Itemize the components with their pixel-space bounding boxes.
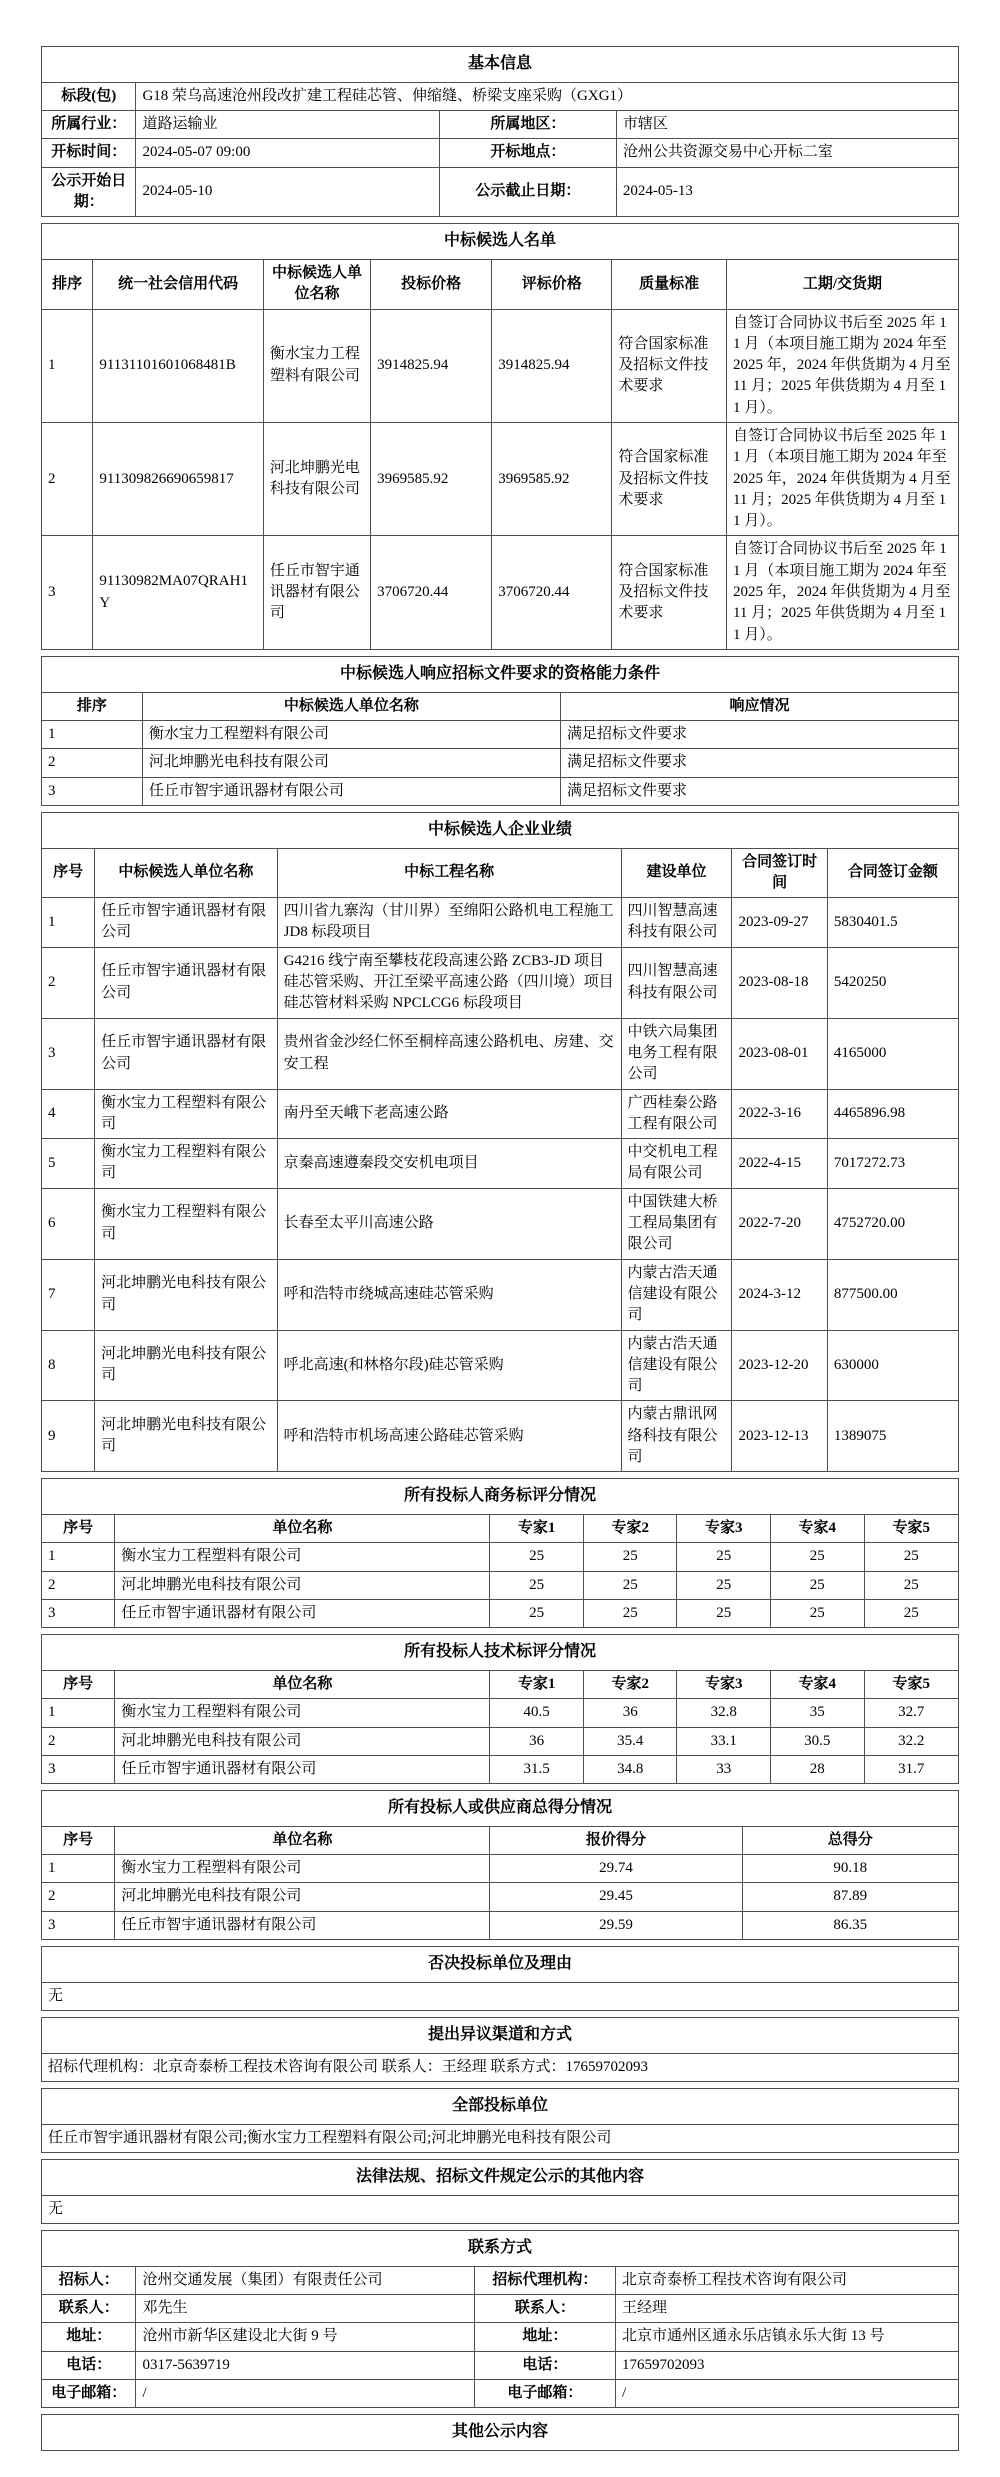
table-cell: G4216 线宁南至攀枝花段高速公路 ZCB3-JD 项目硅芯管采购、开江至梁平高速公路（四川境）项目硅芯管材料采购 NPCLCG6 标段项目 [277, 947, 621, 1018]
all-bidders-table [41, 2088, 959, 2153]
table-cell: 25 [771, 1571, 865, 1599]
table-cell: 630000 [827, 1330, 958, 1401]
column-header: 排序 [42, 692, 143, 720]
table-cell: 2 [42, 1883, 115, 1911]
table-cell: 北京市通州区通永乐店镇永乐大街 13 号 [616, 2323, 959, 2351]
column-header: 合同签订时间 [732, 848, 827, 898]
table-cell: 满足招标文件要求 [561, 749, 959, 777]
table-cell: 3 [42, 1911, 115, 1939]
table-cell: 25 [583, 1599, 677, 1627]
table-cell: 河北坤鹏光电科技有限公司 [115, 1571, 490, 1599]
table-cell: 自签订合同协议书后至 2025 年 11 月（本项目施工期为 2024 年至 2025 年，2024 年供货期为 4 月至 11 月；2025 年供货期为 4 月至 11 月）。 [726, 309, 958, 422]
table-cell: 2023-12-13 [732, 1401, 827, 1472]
column-header: 单位名称 [115, 1826, 490, 1854]
table-cell: 3 [42, 536, 93, 649]
performance-table [41, 812, 959, 1472]
section-title: 联系方式 [42, 2231, 959, 2267]
table-cell: 8 [42, 1330, 95, 1401]
table-cell: 呼北高速(和林格尔段)硅芯管采购 [277, 1330, 621, 1401]
table-row [42, 1401, 959, 1472]
table-cell: 36 [490, 1727, 584, 1755]
column-header: 序号 [42, 1670, 115, 1698]
table-cell: 3969585.92 [371, 423, 492, 536]
column-header: 专家2 [583, 1515, 677, 1543]
table-row [42, 1947, 959, 1983]
objection-content: 招标代理机构：北京奇泰桥工程技术咨询有限公司 联系人：王经理 联系方式：17659702093 [42, 2053, 959, 2081]
table-cell: 广西桂秦公路工程有限公司 [621, 1089, 732, 1139]
section-title: 全部投标单位 [42, 2089, 959, 2125]
table-cell: 任丘市智宇通讯器材有限公司 [115, 1911, 490, 1939]
table-cell: 4165000 [827, 1018, 958, 1089]
table-cell: 25 [864, 1571, 958, 1599]
table-row [42, 1330, 959, 1401]
section-title: 法律法规、招标文件规定公示的其他内容 [42, 2160, 959, 2196]
table-cell: 符合国家标准及招标文件技术要求 [612, 536, 727, 649]
table-cell: 衡水宝力工程塑料有限公司 [95, 1139, 277, 1189]
table-row [42, 111, 959, 139]
table-cell: 29.74 [490, 1855, 742, 1883]
table-row [42, 1571, 959, 1599]
contact-table [41, 2230, 959, 2408]
section-title: 基本信息 [42, 47, 959, 83]
table-cell: 35.4 [583, 1727, 677, 1755]
table-cell: 电话： [474, 2351, 615, 2379]
table-cell: 3 [42, 777, 143, 805]
column-header: 序号 [42, 848, 95, 898]
table-cell: 34.8 [583, 1755, 677, 1783]
table-cell: 2023-08-01 [732, 1018, 827, 1089]
table-cell: 2 [42, 947, 95, 1018]
table-cell: 自签订合同协议书后至 2025 年 11 月（本项目施工期为 2024 年至 2025 年，2024 年供货期为 4 月至 11 月；2025 年供货期为 4 月至 11 月）。 [726, 423, 958, 536]
table-cell: 河北坤鹏光电科技有限公司 [115, 1883, 490, 1911]
table-cell: 91130982MA07QRAH1Y [93, 536, 264, 649]
table-cell: 5420250 [827, 947, 958, 1018]
column-header: 序号 [42, 1826, 115, 1854]
table-row [42, 1670, 959, 1698]
section-title: 其他公示内容 [42, 2415, 959, 2451]
table-cell: 33.1 [677, 1727, 771, 1755]
table-cell: 任丘市智宇通讯器材有限公司 [142, 777, 560, 805]
table-cell: 呼和浩特市机场高速公路硅芯管采购 [277, 1401, 621, 1472]
table-cell: 17659702093 [616, 2351, 959, 2379]
table-cell: 2023-12-20 [732, 1330, 827, 1401]
table-cell: 91131101601068481B [93, 309, 264, 422]
table-row [42, 259, 959, 309]
table-cell: 联系人： [42, 2295, 136, 2323]
section-title: 所有投标人技术标评分情况 [42, 1635, 959, 1671]
rejection-content: 无 [42, 1982, 959, 2010]
table-row [42, 2266, 959, 2294]
table-cell: 河北坤鹏光电科技有限公司 [95, 1401, 277, 1472]
table-cell: 南丹至天峨下老高速公路 [277, 1089, 621, 1139]
column-header: 专家4 [771, 1670, 865, 1698]
table-row [42, 1791, 959, 1827]
table-cell: 1 [42, 720, 143, 748]
table-cell: / [616, 2380, 959, 2408]
publish-start-value: 2024-05-10 [136, 167, 440, 217]
table-cell: 任丘市智宇通讯器材有限公司 [115, 1755, 490, 1783]
table-cell: 3914825.94 [492, 309, 612, 422]
section-title: 中标候选人响应招标文件要求的资格能力条件 [42, 656, 959, 692]
table-row [42, 1479, 959, 1515]
table-cell: 任丘市智宇通讯器材有限公司 [115, 1599, 490, 1627]
table-row [42, 656, 959, 692]
table-cell: 3 [42, 1018, 95, 1089]
column-header: 评标价格 [492, 259, 612, 309]
table-cell: 911309826690659817 [93, 423, 264, 536]
table-cell: 25 [771, 1543, 865, 1571]
table-row [42, 1826, 959, 1854]
table-cell: 任丘市智宇通讯器材有限公司 [95, 947, 277, 1018]
table-cell: 32.2 [864, 1727, 958, 1755]
table-row [42, 309, 959, 422]
table-cell: 32.7 [864, 1699, 958, 1727]
table-row [42, 2323, 959, 2351]
bid-section-value: G18 荣乌高速沧州段改扩建工程硅芯管、伸缩缝、桥梁支座采购（GXG1） [136, 82, 959, 110]
table-cell: 2023-08-18 [732, 947, 827, 1018]
column-header: 投标价格 [371, 259, 492, 309]
table-cell: 36 [583, 1699, 677, 1727]
section-title: 中标候选人企业业绩 [42, 812, 959, 848]
table-cell: 1 [42, 1543, 115, 1571]
table-cell: 中铁六局集团电务工程有限公司 [621, 1018, 732, 1089]
column-header: 中标候选人单位名称 [142, 692, 560, 720]
table-row [42, 2160, 959, 2196]
table-row [42, 898, 959, 948]
table-row [42, 82, 959, 110]
column-header: 报价得分 [490, 1826, 742, 1854]
table-row [42, 777, 959, 805]
table-row [42, 1699, 959, 1727]
table-row [42, 47, 959, 83]
table-row [42, 1515, 959, 1543]
table-row [42, 692, 959, 720]
column-header: 序号 [42, 1515, 115, 1543]
table-cell: 衡水宝力工程塑料有限公司 [95, 1188, 277, 1259]
table-row [42, 1855, 959, 1883]
table-row [42, 1188, 959, 1259]
column-header: 中标候选人单位名称 [263, 259, 370, 309]
table-cell: 3706720.44 [371, 536, 492, 649]
section-title: 所有投标人或供应商总得分情况 [42, 1791, 959, 1827]
table-cell: 地址： [474, 2323, 615, 2351]
bid-section-label: 标段(包) [42, 82, 136, 110]
table-cell: 内蒙古浩天通信建设有限公司 [621, 1330, 732, 1401]
legal-other-table [41, 2159, 959, 2224]
table-cell: 贵州省金沙经仁怀至桐梓高速公路机电、房建、交安工程 [277, 1018, 621, 1089]
section-title: 所有投标人商务标评分情况 [42, 1479, 959, 1515]
table-cell: 王经理 [616, 2295, 959, 2323]
column-header: 专家2 [583, 1670, 677, 1698]
publish-end-label: 公示截止日期： [439, 167, 616, 217]
column-header: 建设单位 [621, 848, 732, 898]
table-row [42, 2231, 959, 2267]
table-cell: 90.18 [742, 1855, 958, 1883]
table-row [42, 224, 959, 260]
table-cell: 中国铁建大桥工程局集团有限公司 [621, 1188, 732, 1259]
table-cell: 2 [42, 749, 143, 777]
publish-start-label: 公示开始日期： [42, 167, 136, 217]
table-row [42, 2124, 959, 2152]
table-cell: 5 [42, 1139, 95, 1189]
column-header: 专家1 [490, 1670, 584, 1698]
table-cell: 沧州交通发展（集团）有限责任公司 [136, 2266, 474, 2294]
table-cell: 2024-3-12 [732, 1259, 827, 1330]
table-cell: 1 [42, 898, 95, 948]
table-cell: 31.7 [864, 1755, 958, 1783]
table-row [42, 2380, 959, 2408]
table-row [42, 1089, 959, 1139]
table-cell: 877500.00 [827, 1259, 958, 1330]
table-cell: 邓先生 [136, 2295, 474, 2323]
table-row [42, 947, 959, 1018]
table-row [42, 1883, 959, 1911]
table-cell: 30.5 [771, 1727, 865, 1755]
column-header: 专家4 [771, 1515, 865, 1543]
table-cell: 任丘市智宇通讯器材有限公司 [95, 1018, 277, 1089]
table-cell: 29.45 [490, 1883, 742, 1911]
table-cell: 联系人： [474, 2295, 615, 2323]
table-cell: 内蒙古浩天通信建设有限公司 [621, 1259, 732, 1330]
table-cell: 87.89 [742, 1883, 958, 1911]
table-row [42, 139, 959, 167]
table-cell: 25 [771, 1599, 865, 1627]
table-row [42, 2089, 959, 2125]
open-place-label: 开标地点： [439, 139, 616, 167]
table-cell: 满足招标文件要求 [561, 777, 959, 805]
column-header: 专家5 [864, 1515, 958, 1543]
table-cell: 河北坤鹏光电科技有限公司 [263, 423, 370, 536]
table-cell: 2023-09-27 [732, 898, 827, 948]
table-row [42, 720, 959, 748]
all-bidders-content: 任丘市智宇通讯器材有限公司;衡水宝力工程塑料有限公司;河北坤鹏光电科技有限公司 [42, 2124, 959, 2152]
table-cell: 衡水宝力工程塑料有限公司 [263, 309, 370, 422]
table-row [42, 2415, 959, 2451]
table-cell: 33 [677, 1755, 771, 1783]
column-header: 专家5 [864, 1670, 958, 1698]
table-cell: 河北坤鹏光电科技有限公司 [95, 1259, 277, 1330]
table-cell: 35 [771, 1699, 865, 1727]
table-row [42, 848, 959, 898]
region-label: 所属地区： [439, 111, 616, 139]
table-cell: 1 [42, 1855, 115, 1883]
table-cell: 符合国家标准及招标文件技术要求 [612, 309, 727, 422]
table-cell: 25 [677, 1543, 771, 1571]
table-cell: 衡水宝力工程塑料有限公司 [115, 1855, 490, 1883]
table-cell: 满足招标文件要求 [561, 720, 959, 748]
table-cell: 25 [490, 1543, 584, 1571]
table-cell: 任丘市智宇通讯器材有限公司 [95, 898, 277, 948]
bid-announcement-page [41, 0, 959, 2477]
open-time-value: 2024-05-07 09:00 [136, 139, 440, 167]
table-row [42, 749, 959, 777]
table-cell: 四川省九寨沟（甘川界）至绵阳公路机电工程施工 JD8 标段项目 [277, 898, 621, 948]
table-cell: 京秦高速遵秦段交安机电项目 [277, 1139, 621, 1189]
column-header: 质量标准 [612, 259, 727, 309]
tech-scores-table [41, 1634, 959, 1784]
basic-info-table [41, 46, 959, 217]
table-cell: 内蒙古鼎讯网络科技有限公司 [621, 1401, 732, 1472]
region-value: 市辖区 [616, 111, 958, 139]
table-cell: 招标人： [42, 2266, 136, 2294]
table-row [42, 1259, 959, 1330]
table-row [42, 1911, 959, 1939]
column-header: 中标工程名称 [277, 848, 621, 898]
table-row [42, 2053, 959, 2081]
table-cell: 25 [864, 1599, 958, 1627]
publish-end-value: 2024-05-13 [616, 167, 958, 217]
table-cell: 2 [42, 1727, 115, 1755]
table-cell: 3969585.92 [492, 423, 612, 536]
table-cell: 1389075 [827, 1401, 958, 1472]
table-cell: 25 [490, 1571, 584, 1599]
table-cell: 25 [583, 1543, 677, 1571]
table-cell: 4465896.98 [827, 1089, 958, 1139]
rejection-table [41, 1946, 959, 2011]
table-cell: 25 [583, 1571, 677, 1599]
table-cell: 0317-5639719 [136, 2351, 474, 2379]
table-row [42, 1982, 959, 2010]
table-cell: 河北坤鹏光电科技有限公司 [115, 1727, 490, 1755]
table-cell: 86.35 [742, 1911, 958, 1939]
table-row [42, 1755, 959, 1783]
candidates-table [41, 223, 959, 650]
table-cell: 衡水宝力工程塑料有限公司 [142, 720, 560, 748]
column-header: 中标候选人单位名称 [95, 848, 277, 898]
table-row [42, 2195, 959, 2223]
table-row [42, 2295, 959, 2323]
table-cell: 9 [42, 1401, 95, 1472]
table-cell: 3914825.94 [371, 309, 492, 422]
table-cell: 河北坤鹏光电科技有限公司 [95, 1330, 277, 1401]
table-cell: 32.8 [677, 1699, 771, 1727]
table-cell: 6 [42, 1188, 95, 1259]
table-cell: 2022-3-16 [732, 1089, 827, 1139]
section-title: 中标候选人名单 [42, 224, 959, 260]
column-header: 合同签订金额 [827, 848, 958, 898]
column-header: 专家3 [677, 1515, 771, 1543]
table-cell: 31.5 [490, 1755, 584, 1783]
other-content-table [41, 2414, 959, 2451]
table-cell: 28 [771, 1755, 865, 1783]
table-cell: 2022-7-20 [732, 1188, 827, 1259]
table-cell: 长春至太平川高速公路 [277, 1188, 621, 1259]
table-cell: 四川智慧高速科技有限公司 [621, 947, 732, 1018]
table-cell: 地址： [42, 2323, 136, 2351]
table-cell: 1 [42, 309, 93, 422]
table-row [42, 1599, 959, 1627]
column-header: 工期/交货期 [726, 259, 958, 309]
table-cell: 自签订合同协议书后至 2025 年 11 月（本项目施工期为 2024 年至 2025 年，2024 年供货期为 4 月至 11 月；2025 年供货期为 4 月至 11 月）。 [726, 536, 958, 649]
table-cell: 招标代理机构： [474, 2266, 615, 2294]
open-time-label: 开标时间： [42, 139, 136, 167]
table-cell: 呼和浩特市绕城高速硅芯管采购 [277, 1259, 621, 1330]
table-row [42, 1635, 959, 1671]
open-place-value: 沧州公共资源交易中心开标二室 [616, 139, 958, 167]
table-cell: 40.5 [490, 1699, 584, 1727]
column-header: 响应情况 [561, 692, 959, 720]
table-cell: 25 [864, 1543, 958, 1571]
column-header: 统一社会信用代码 [93, 259, 264, 309]
legal-other-content: 无 [42, 2195, 959, 2223]
table-row [42, 1018, 959, 1089]
table-cell: 沧州市新华区建设北大街 9 号 [136, 2323, 474, 2351]
total-scores-table [41, 1790, 959, 1940]
table-cell: 符合国家标准及招标文件技术要求 [612, 423, 727, 536]
table-cell: 1 [42, 1699, 115, 1727]
table-cell: 3 [42, 1599, 115, 1627]
table-cell: 衡水宝力工程塑料有限公司 [115, 1543, 490, 1571]
column-header: 单位名称 [115, 1670, 490, 1698]
table-cell: 衡水宝力工程塑料有限公司 [95, 1089, 277, 1139]
table-cell: 25 [677, 1599, 771, 1627]
table-cell: 2 [42, 423, 93, 536]
section-title: 否决投标单位及理由 [42, 1947, 959, 1983]
industry-value: 道路运输业 [136, 111, 440, 139]
table-cell: 7017272.73 [827, 1139, 958, 1189]
business-scores-table [41, 1478, 959, 1628]
table-row [42, 2018, 959, 2054]
table-cell: 4752720.00 [827, 1188, 958, 1259]
table-cell: / [136, 2380, 474, 2408]
column-header: 单位名称 [115, 1515, 490, 1543]
qualification-table [41, 656, 959, 806]
table-cell: 25 [677, 1571, 771, 1599]
table-row [42, 167, 959, 217]
table-cell: 2 [42, 1571, 115, 1599]
column-header: 总得分 [742, 1826, 958, 1854]
table-cell: 河北坤鹏光电科技有限公司 [142, 749, 560, 777]
table-cell: 电子邮箱： [474, 2380, 615, 2408]
table-row [42, 1139, 959, 1189]
table-row [42, 2351, 959, 2379]
table-cell: 7 [42, 1259, 95, 1330]
table-row [42, 1727, 959, 1755]
table-row [42, 1543, 959, 1571]
section-title: 提出异议渠道和方式 [42, 2018, 959, 2054]
objection-table [41, 2017, 959, 2082]
table-cell: 29.59 [490, 1911, 742, 1939]
table-cell: 中交机电工程局有限公司 [621, 1139, 732, 1189]
table-cell: 4 [42, 1089, 95, 1139]
table-cell: 5830401.5 [827, 898, 958, 948]
table-row [42, 812, 959, 848]
column-header: 专家3 [677, 1670, 771, 1698]
table-row [42, 423, 959, 536]
column-header: 专家1 [490, 1515, 584, 1543]
table-cell: 北京奇泰桥工程技术咨询有限公司 [616, 2266, 959, 2294]
table-cell: 任丘市智宇通讯器材有限公司 [263, 536, 370, 649]
table-cell: 衡水宝力工程塑料有限公司 [115, 1699, 490, 1727]
table-cell: 3 [42, 1755, 115, 1783]
table-cell: 四川智慧高速科技有限公司 [621, 898, 732, 948]
column-header: 排序 [42, 259, 93, 309]
table-cell: 电子邮箱： [42, 2380, 136, 2408]
table-row [42, 536, 959, 649]
industry-label: 所属行业： [42, 111, 136, 139]
table-cell: 25 [490, 1599, 584, 1627]
table-cell: 2022-4-15 [732, 1139, 827, 1189]
table-cell: 电话： [42, 2351, 136, 2379]
table-cell: 3706720.44 [492, 536, 612, 649]
